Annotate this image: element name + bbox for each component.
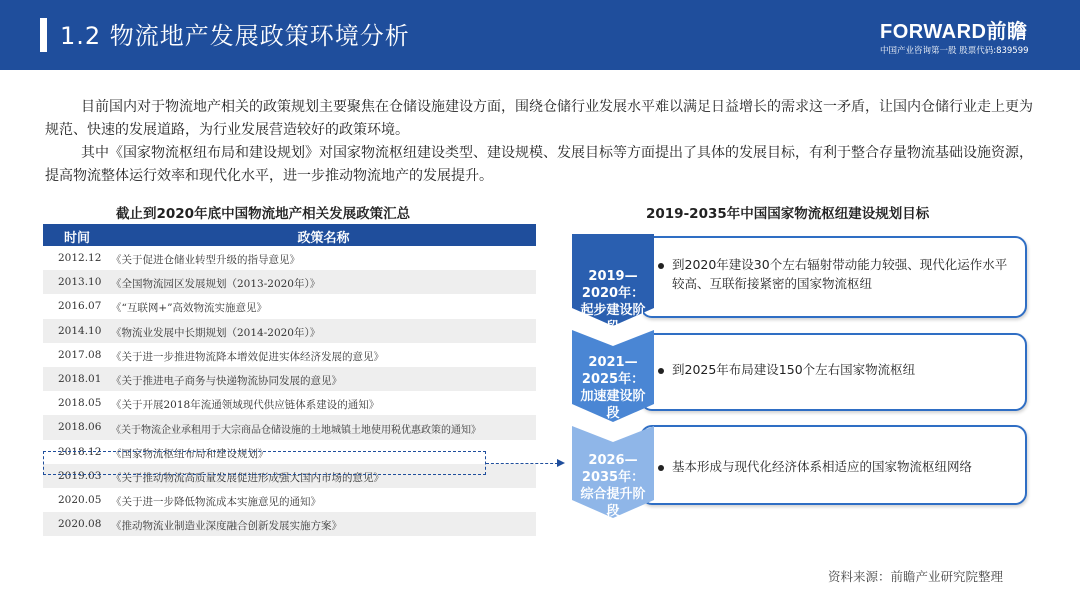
row-date: 2018.01 (58, 372, 102, 385)
row-date: 2020.08 (58, 518, 102, 531)
table-row (43, 246, 536, 270)
row-policy-name: 《“互联网+”高效物流实施意见》 (111, 302, 268, 315)
row-policy-name: 《关于推进电子商务与快递物流协同发展的意见》 (111, 374, 342, 387)
header-banner (0, 0, 1080, 70)
intro-text (45, 96, 1035, 188)
table-row (43, 319, 536, 343)
row-policy-name: 《关于促进仓储业转型升级的指导意见》 (111, 254, 300, 266)
row-date: 2012.12 (58, 252, 102, 264)
column-header-date: 时间 (63, 231, 90, 246)
row-date: 2020.05 (58, 493, 102, 506)
row-date: 2017.08 (58, 348, 102, 361)
table-row (43, 391, 536, 415)
bullet-dot-icon (658, 263, 664, 269)
row-date: 2019.03 (58, 469, 102, 482)
arrow-right-icon (557, 459, 565, 467)
policy-table-title: 截止到2020年底中国物流地产相关发展政策汇总 (116, 206, 411, 222)
title-accent-bar (40, 18, 47, 52)
table-row (43, 367, 536, 391)
stage-label-3: 2026—2035年：综合提升阶段 (580, 453, 646, 519)
row-policy-name: 《关于开展2018年流通领域现代供应链体系建设的通知》 (111, 399, 380, 412)
goal-card-1 (640, 236, 1027, 318)
table-row (43, 294, 536, 318)
connector-dashed-line (486, 463, 558, 464)
row-policy-name: 《关于进一步推进物流降本增效促进实体经济发展的意见》 (111, 350, 384, 363)
row-date: 2016.07 (58, 300, 102, 313)
brand-logo: FORWARD前瞻 (880, 21, 1028, 43)
row-date: 2013.10 (58, 276, 102, 289)
bullet-dot-icon (658, 368, 664, 374)
plan-title: 2019-2035年中国国家物流枢纽建设规划目标 (646, 206, 930, 222)
goal-text-3: 基本形成与现代化经济体系相适应的国家物流枢纽网络 (672, 459, 973, 474)
policy-table (43, 224, 536, 536)
page-title: 1.2 物流地产发展政策环境分析 (60, 22, 410, 50)
goal-card-2 (640, 333, 1027, 411)
stage-label-1: 2019—2020年：起步建设阶段 (580, 269, 646, 335)
table-row (43, 343, 536, 367)
row-date: 2018.06 (58, 421, 102, 434)
intro-paragraph-1: 目前国内对于物流地产相关的政策规划主要聚焦在仓储设施建设方面，围绕仓储行业发展水平难以满足日益增长的需求这一矛盾，让国内仓储行业走上更为规范、快速的发展道路，为行业发展营造较好的政策环境。 (45, 99, 1033, 138)
table-row (43, 488, 536, 512)
row-date: 2014.10 (58, 324, 102, 337)
row-policy-name: 《全国物流园区发展规划（2013-2020年）》 (111, 278, 321, 291)
table-header (43, 224, 536, 246)
row-policy-name: 《物流业发展中长期规划（2014-2020年）》 (111, 326, 321, 339)
goal-text-2: 到2025年布局建设150个左右国家物流枢纽 (672, 362, 916, 377)
goal-text-1: 到2020年建设30个左右辐射带动能力较强、现代化运作水平较高、互联衔接紧密的国家物流枢纽 (672, 257, 1008, 291)
brand-tagline: 中国产业咨询第一股 股票代码:839599 (880, 46, 1029, 56)
row-policy-name: 《关于物流企业承租用于大宗商品仓储设施的土地城镇土地使用税优惠政策的通知》 (111, 425, 481, 437)
table-row (43, 415, 536, 439)
row-policy-name: 《推动物流业制造业深度融合创新发展实施方案》 (111, 520, 342, 533)
stage-chevron-3 (572, 426, 654, 518)
stage-label-2: 2021—2025年：加速建设阶段 (580, 355, 646, 421)
row-policy-name: 《国家物流枢纽布局和建设规划》 (111, 447, 269, 460)
row-date: 2018.12 (58, 445, 102, 458)
stage-chevron-2 (572, 330, 654, 422)
source-note: 资料来源：前瞻产业研究院整理 (828, 569, 1004, 584)
highlight-box (43, 451, 486, 475)
table-row (43, 512, 536, 536)
column-header-policy: 政策名称 (297, 231, 350, 246)
row-date: 2018.05 (58, 397, 102, 410)
intro-paragraph-2: 其中《国家物流枢纽布局和建设规划》对国家物流枢纽建设类型、建设规模、发展目标等方面提出了具体的发展目标，有利于整合存量物流基础设施资源，提高物流整体运行效率和现代化水平，进一步推动物流地产的发展提升。 (45, 145, 1033, 184)
table-row (43, 270, 536, 294)
row-policy-name: 《关于进一步降低物流成本实施意见的通知》 (111, 495, 321, 508)
bullet-dot-icon (658, 465, 664, 471)
goal-card-3 (640, 425, 1027, 505)
stage-chevron-1 (572, 234, 654, 335)
row-policy-name: 《关于推动物流高质量发展促进形成强大国内市场的意见》 (111, 471, 384, 484)
